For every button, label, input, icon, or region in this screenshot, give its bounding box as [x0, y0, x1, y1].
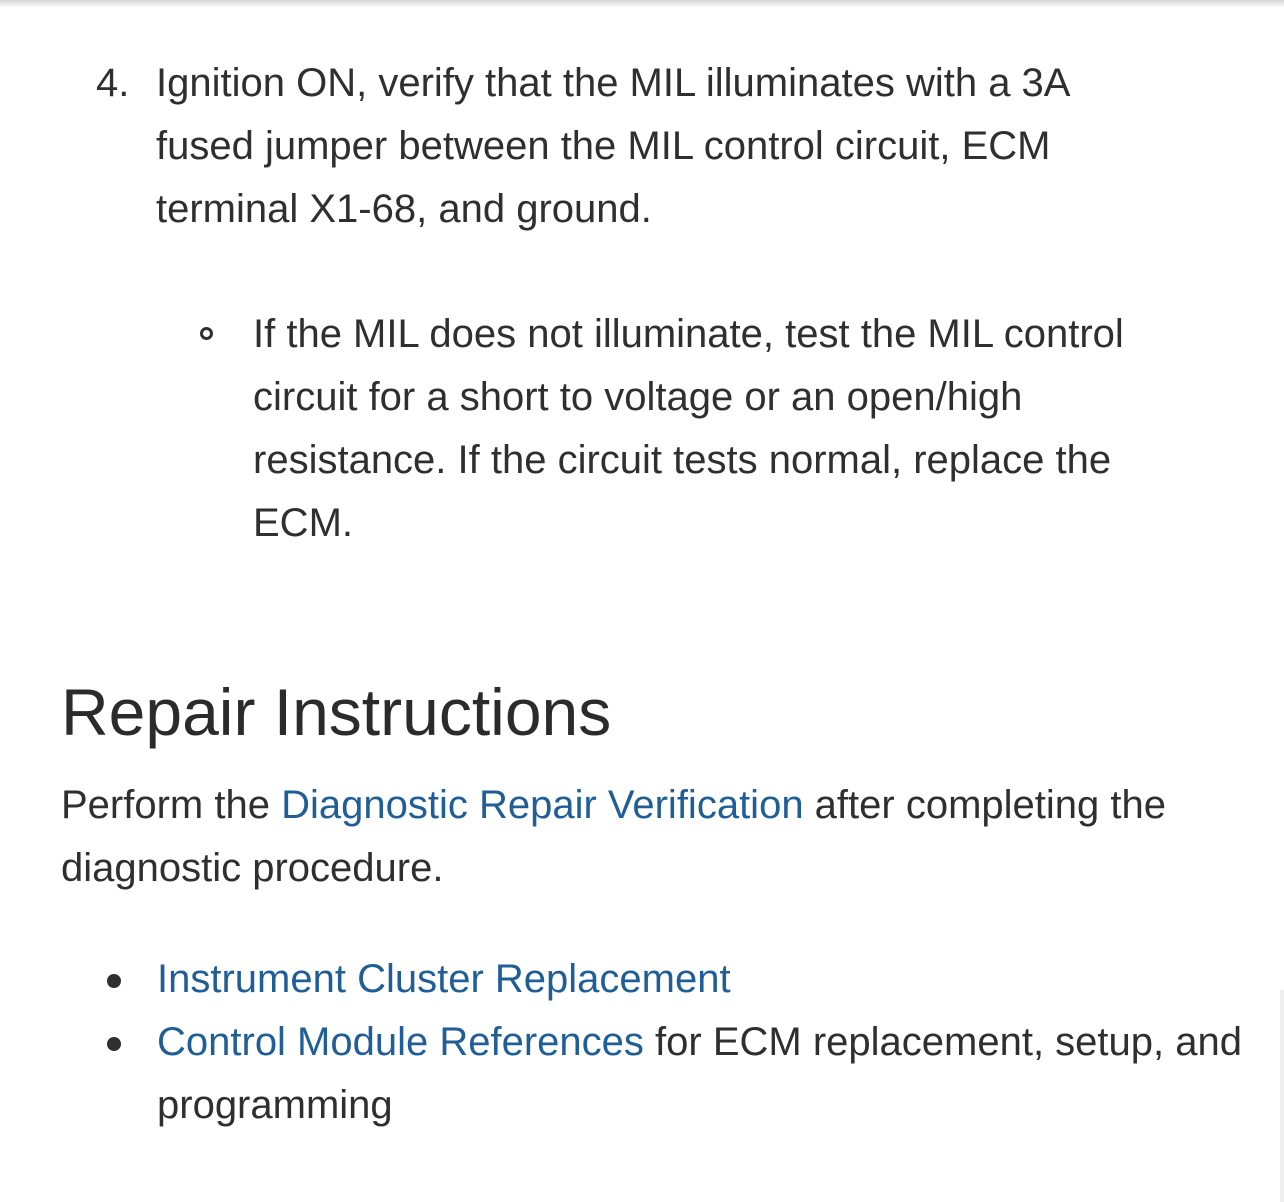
hollow-bullet-icon	[200, 327, 213, 340]
repair-links-list	[100, 948, 1260, 1137]
repair-instructions-heading: Repair Instructions	[61, 675, 612, 749]
repair-instructions-paragraph	[61, 774, 1221, 900]
bullet-icon	[107, 1037, 121, 1051]
list-item	[100, 1011, 1260, 1137]
paragraph-prefix: Perform the	[61, 783, 282, 827]
instrument-cluster-replacement-link[interactable]: Instrument Cluster Replacement	[157, 957, 731, 1001]
control-module-references-link[interactable]: Control Module References	[157, 1020, 644, 1064]
diagnostic-repair-verification-link[interactable]: Diagnostic Repair Verification	[281, 783, 804, 827]
paragraph-suffix: after completing the diagnostic procedure.	[61, 783, 1166, 890]
step-text: Ignition ON, verify that the MIL illuminates with a 3A fused jumper between the MIL control circuit, ECM terminal X1-68, and ground.	[156, 61, 1069, 231]
bullet-icon	[107, 974, 121, 988]
substep-text: If the MIL does not illuminate, test the MIL control circuit for a short to voltage or an open/high resistance. If the circuit tests normal, replace the ECM.	[253, 312, 1124, 545]
list-item-suffix: for ECM replacement, setup, and programming	[157, 1020, 1242, 1127]
step-number: 4.	[96, 61, 130, 105]
list-item	[100, 948, 1260, 1011]
scrollbar-track[interactable]	[1280, 990, 1284, 1202]
